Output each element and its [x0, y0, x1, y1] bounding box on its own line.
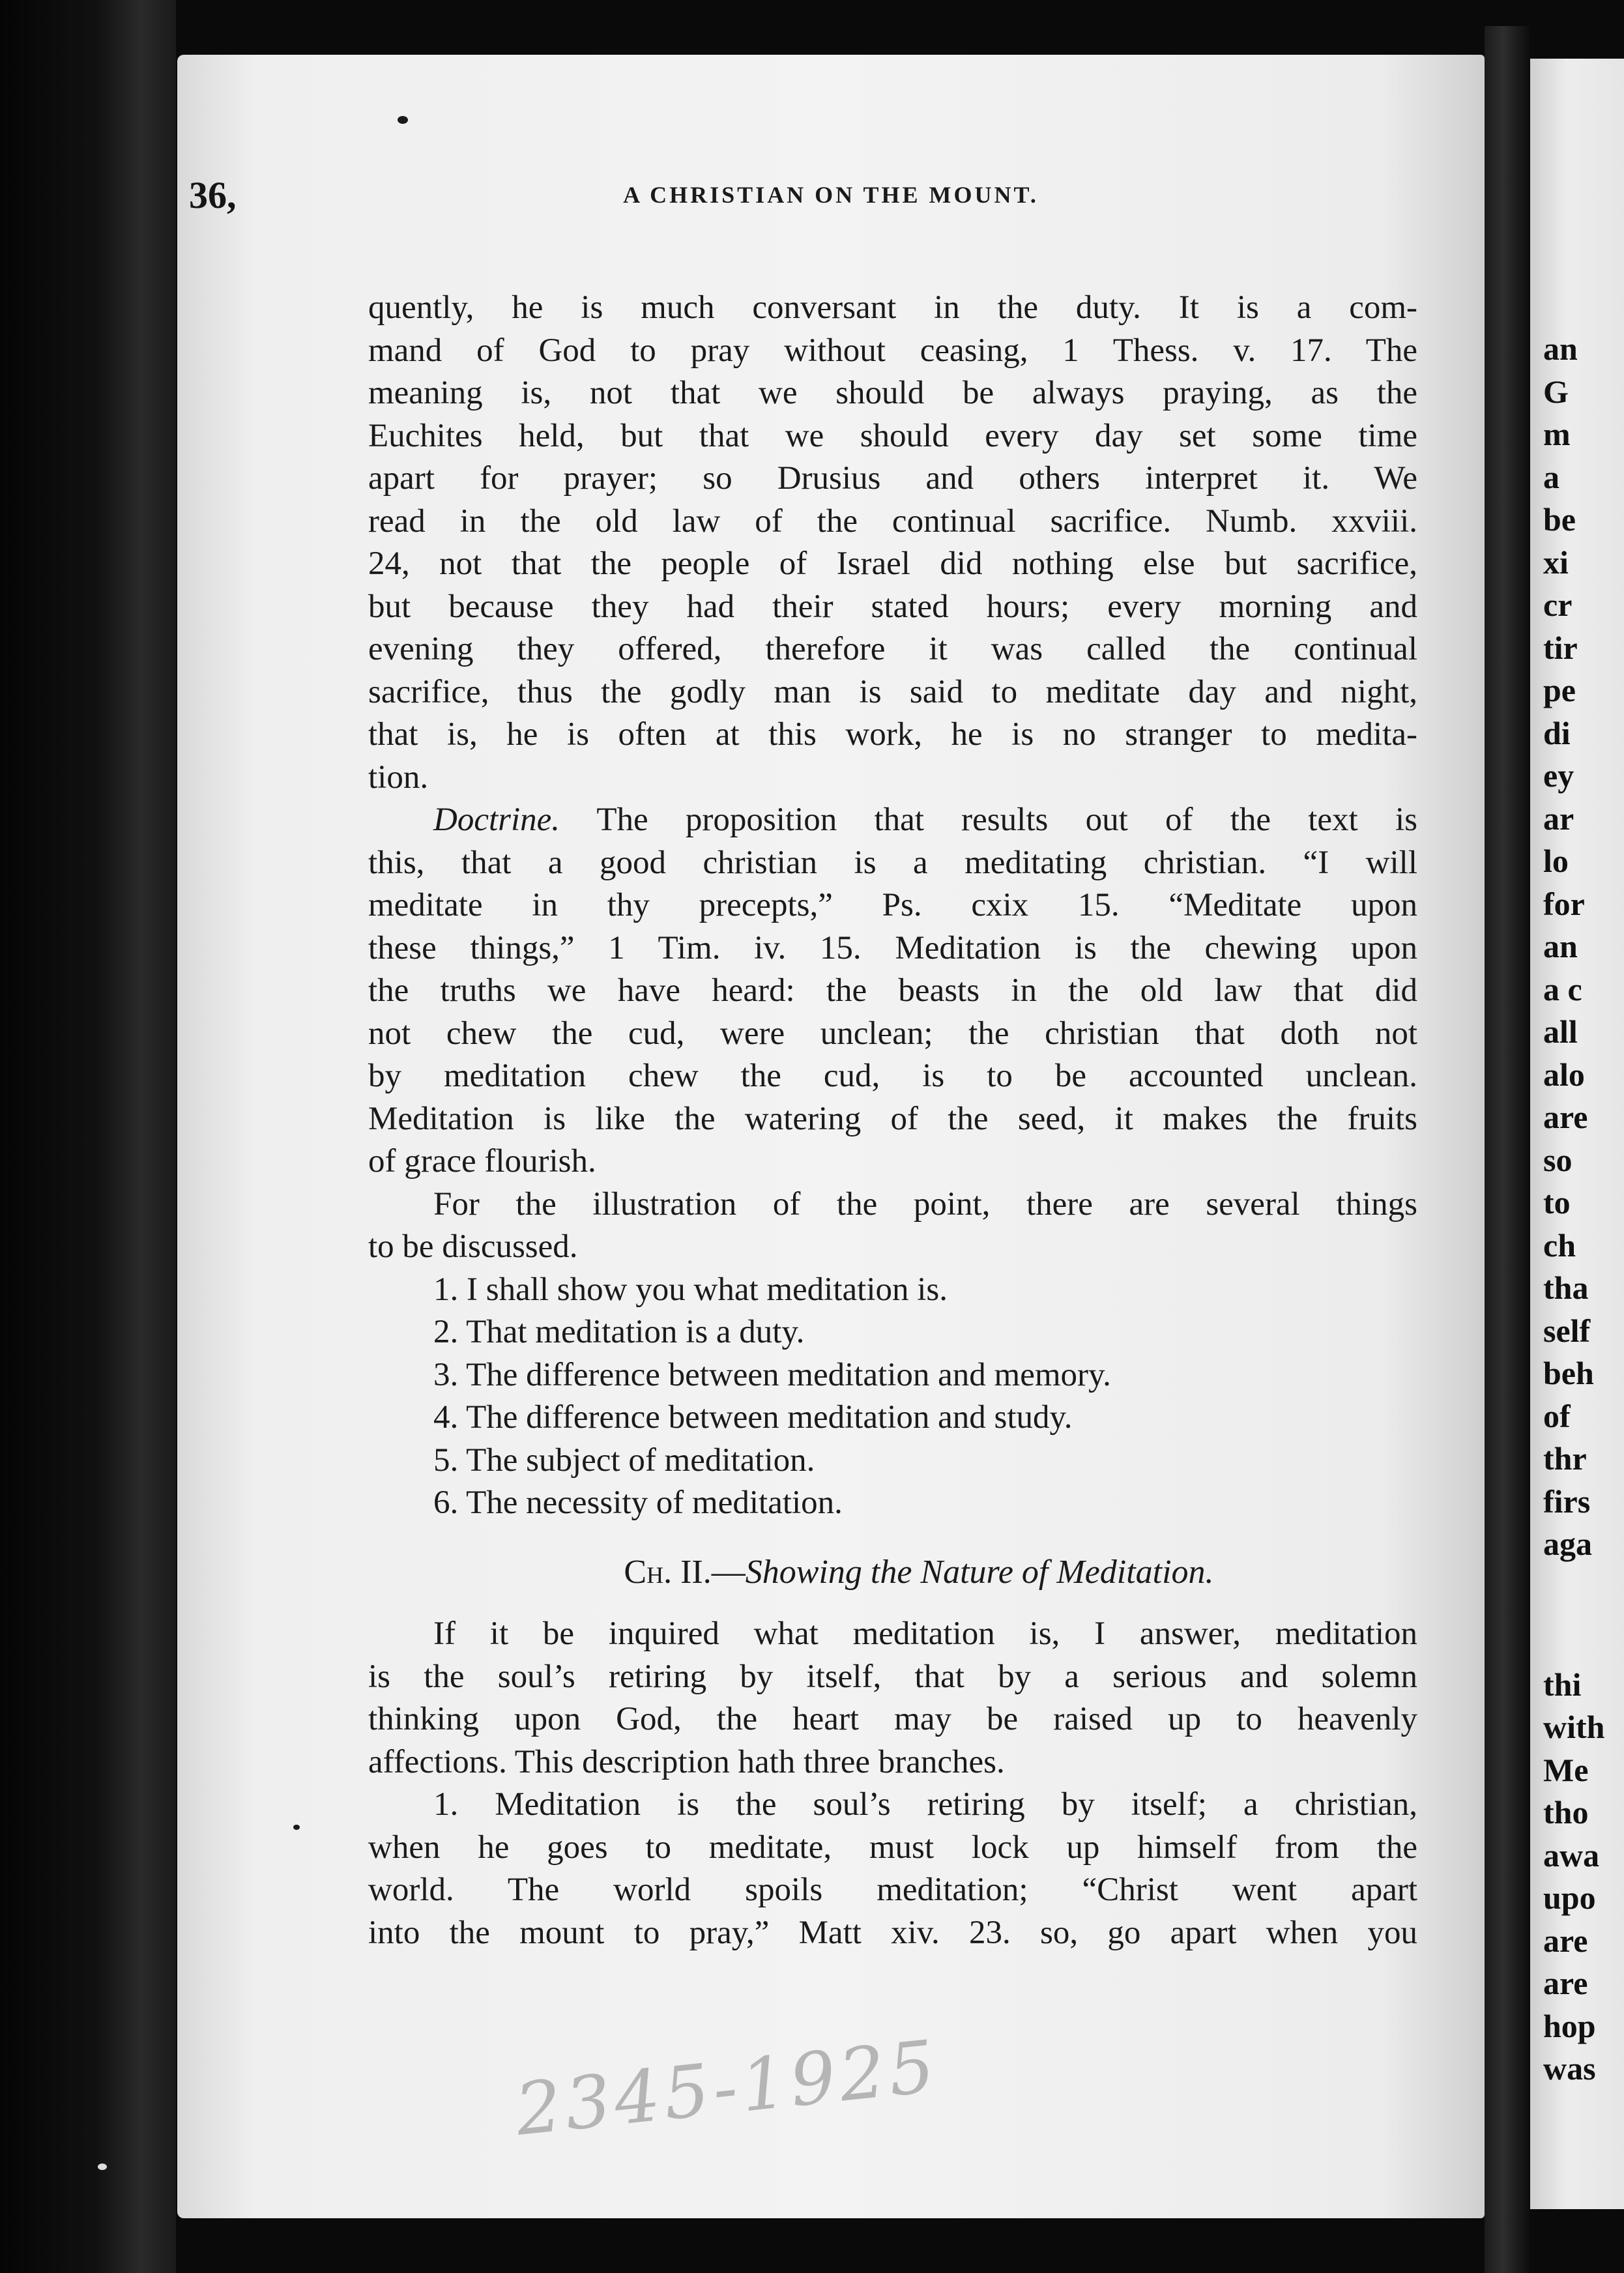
next-page-fragment: pe — [1543, 672, 1576, 708]
text-line: is the soul’s retiring by itself, that by a serious and solemn — [368, 1658, 1417, 1695]
text-line: but because they had their stated hours; every morning and — [368, 588, 1417, 625]
next-page-fragment: to — [1543, 1184, 1571, 1221]
next-page-fragment: beh — [1543, 1355, 1594, 1391]
next-page-fragment: are — [1543, 1922, 1588, 1959]
next-page-fragment: ar — [1543, 800, 1574, 837]
text-line: the truths we have heard: the beasts in the old law that did — [368, 972, 1417, 1009]
page-text — [368, 287, 1417, 1954]
page-header — [189, 167, 1414, 219]
running-title: A CHRISTIAN ON THE MOUNT. — [623, 182, 1039, 208]
paragraph-doctrine — [368, 799, 1417, 1183]
text-line: meditate in thy precepts,” Ps. cxix 15. “Meditate upon — [368, 887, 1417, 923]
list-item: 5. The subject of meditation. — [433, 1441, 815, 1479]
text-line: Meditation is like the watering of the seed, it makes the fruits — [368, 1100, 1417, 1137]
next-page-fragment: be — [1543, 501, 1576, 538]
text-line: of grace flourish. — [368, 1143, 596, 1180]
doctrine-label: Doctrine. — [433, 802, 560, 838]
ink-speck — [398, 116, 408, 124]
next-page-fragment: a — [1543, 458, 1559, 495]
text-line: world. The world spoils meditation; “Christ went apart — [368, 1872, 1417, 1908]
handwritten-note: 2345-1925 — [512, 2024, 942, 2152]
next-page-fragment: was — [1543, 2050, 1596, 2087]
next-page-fragment: tho — [1543, 1794, 1589, 1831]
text-line: into the mount to pray,” Matt xiv. 23. so, go apart when you — [368, 1914, 1417, 1951]
text-line: when he goes to meditate, must lock up himself from the — [368, 1829, 1417, 1866]
next-page-fragment: self — [1543, 1312, 1591, 1349]
next-page-fragment: for — [1543, 885, 1585, 922]
chapter-title: Showing the Nature of Meditation. — [745, 1553, 1214, 1591]
next-page-fragment: ch — [1543, 1226, 1576, 1264]
text-line: to be discussed. — [368, 1228, 578, 1265]
text-line: these things,” 1 Tim. iv. 15. Meditation is the chewing upon — [368, 929, 1417, 966]
next-page-fragment: tha — [1543, 1269, 1589, 1306]
ink-speck — [293, 1825, 300, 1830]
text-line: affections. This description hath three branches. — [368, 1743, 1005, 1780]
page-number: 36, — [189, 174, 237, 216]
next-page-fragment: G — [1543, 373, 1569, 410]
next-page-fragment: thi — [1543, 1666, 1582, 1703]
text-line: thinking upon God, the heart may be raised up to heavenly — [368, 1701, 1417, 1737]
next-page-fragment: xi — [1543, 543, 1569, 581]
text-line: sacrifice, thus the godly man is said to meditate day and night, — [368, 673, 1417, 710]
next-page-fragment: so — [1543, 1141, 1573, 1178]
text-line: meaning is, not that we should be always praying, as the — [368, 375, 1417, 411]
next-page-fragment: lo — [1543, 843, 1569, 879]
text-line: tion. — [368, 759, 429, 796]
paragraph-definition — [368, 1613, 1417, 1784]
paragraph-illustration — [368, 1183, 1417, 1269]
next-page-fragment: Me — [1543, 1751, 1589, 1788]
next-page-fragment: awa — [1543, 1836, 1600, 1874]
next-page-fragment: di — [1543, 714, 1571, 751]
next-page-fragment: of — [1543, 1397, 1571, 1434]
next-page-fragment: alo — [1543, 1056, 1585, 1093]
next-page-fragment: all — [1543, 1013, 1578, 1050]
next-page-fragment: an — [1543, 330, 1578, 367]
text-line: apart for prayer; so Drusius and others interpret it. We — [368, 460, 1417, 497]
list-item: 4. The difference between meditation and study. — [433, 1399, 1073, 1436]
book-gutter — [1485, 26, 1530, 2273]
next-page-fragment: a c — [1543, 970, 1582, 1007]
paragraph-branch-1 — [368, 1784, 1417, 1954]
list-item: 3. The difference between meditation and memory. — [433, 1356, 1111, 1393]
text-line: this, that a good christian is a meditating christian. “I will — [368, 844, 1417, 881]
next-page-fragment: tir — [1543, 629, 1578, 666]
next-page-fragment: ey — [1543, 757, 1574, 794]
next-page-edge — [1530, 59, 1624, 2209]
next-page-fragment: aga — [1543, 1526, 1592, 1562]
text-line: that is, he is often at this work, he is no stranger to medita- — [368, 716, 1417, 753]
chapter-number: Ch. II.— — [624, 1553, 746, 1591]
next-page-fragment: m — [1543, 416, 1571, 452]
text-line: For the illustration of the point, there are several things — [433, 1185, 1417, 1223]
list-item: 1. I shall show you what meditation is. — [433, 1271, 948, 1308]
text-line: 24, not that the people of Israel did nothing else but sacrifice, — [368, 545, 1417, 582]
next-page-fragment: thr — [1543, 1440, 1587, 1477]
chapter-heading — [368, 1551, 1417, 1594]
scan-frame-left — [0, 0, 176, 2273]
next-page-fragment: with — [1543, 1709, 1605, 1745]
text-line: 1. Meditation is the soul’s retiring by itself; a christian, — [433, 1786, 1417, 1823]
list-item: 6. The necessity of meditation. — [433, 1484, 843, 1521]
text-line: quently, he is much conversant in the duty. It is a com- — [368, 289, 1417, 326]
text-line — [368, 799, 1417, 842]
ink-speck — [98, 2164, 107, 2170]
text-line: If it be inquired what meditation is, I answer, meditation — [433, 1615, 1417, 1652]
text-fragment: The proposition that results out of the text is — [560, 802, 1417, 838]
paragraph-1 — [368, 287, 1417, 799]
next-page-fragment: hop — [1543, 2007, 1596, 2044]
text-line: not chew the cud, were unclean; the christian that doth not — [368, 1015, 1417, 1052]
next-page-fragment: upo — [1543, 1879, 1596, 1916]
text-line: read in the old law of the continual sacrifice. Numb. xxviii. — [368, 502, 1417, 540]
text-line: Euchites held, but that we should every day set some time — [368, 417, 1417, 454]
text-line: by meditation chew the cud, is to be accounted unclean. — [368, 1058, 1417, 1094]
list-item: 2. That meditation is a duty. — [433, 1314, 805, 1350]
numbered-list — [368, 1269, 1417, 1525]
text-line: evening they offered, therefore it was called the continual — [368, 631, 1417, 667]
text-line: mand of God to pray without ceasing, 1 Thess. v. 17. The — [368, 332, 1417, 369]
next-page-fragment: firs — [1543, 1483, 1591, 1520]
next-page-fragment: are — [1543, 1965, 1588, 2001]
next-page-fragment: cr — [1543, 586, 1573, 623]
next-page-fragment: an — [1543, 928, 1578, 964]
next-page-fragment: are — [1543, 1099, 1588, 1135]
